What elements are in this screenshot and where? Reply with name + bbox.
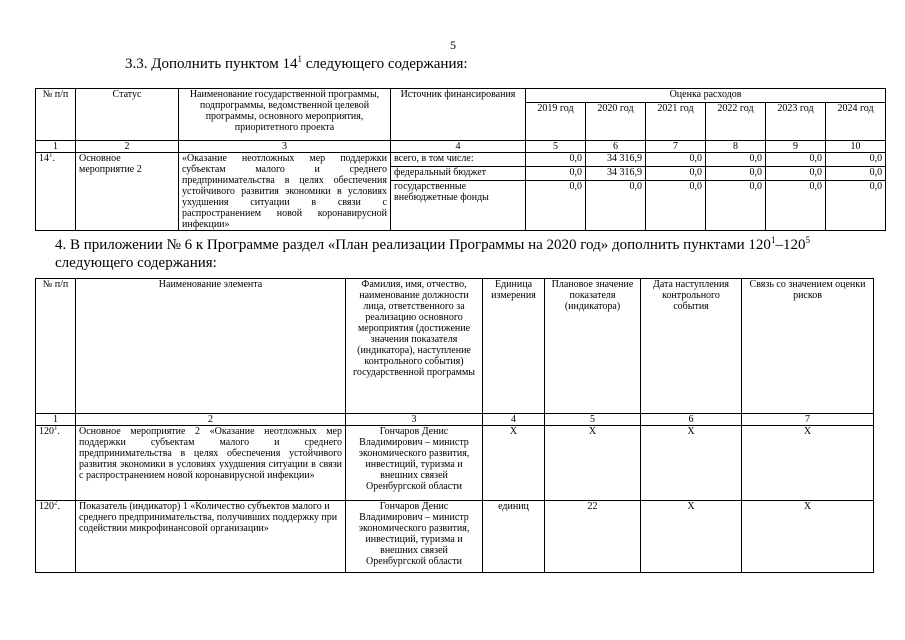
header-year: 2022 год (706, 103, 766, 141)
planned-value: Х (545, 426, 641, 501)
cost-value: 0,0 (826, 181, 886, 231)
cost-value: 0,0 (646, 181, 706, 231)
risk-link: Х (742, 426, 874, 501)
row-number: $14^1$. (36, 153, 76, 231)
row-number: $120^1$. (36, 426, 76, 501)
cost-value: 0,0 (826, 167, 886, 181)
element-name: Основное мероприятие 2 «Оказание неотложных мер поддержки субъектам малого и среднего предпринимательства в целях обеспечения устойчивого развития экономики в условиях ухудшения ситуации в связи с распространением новой коронавирусной инфекции» (76, 426, 346, 501)
row-program-name: «Оказание неотложных мер поддержки субъектам малого и среднего предпринимательства в целях обеспечения устойчивого развития экономики в условиях ухудшения ситуации в связи с распространением новой коронавирусной инфекции» (179, 153, 391, 231)
col-number: 7 (646, 141, 706, 153)
funding-source-label: федеральный бюджет (391, 167, 526, 181)
col-number: 1 (36, 414, 76, 426)
header-status: Статус (76, 89, 179, 141)
cost-value: 0,0 (826, 153, 886, 167)
cost-value: 34 316,9 (586, 167, 646, 181)
implementation-plan-table (35, 278, 874, 573)
cost-value: 0,0 (526, 167, 586, 181)
col-number: 7 (742, 414, 874, 426)
row-number: $120^2$. (36, 501, 76, 573)
col-number: 2 (76, 141, 179, 153)
section-4-heading: 4. В приложении № 6 к Программе раздел «План реализации Программы на 2020 год» дополнить пунктами $120^1-120^5$ следующего содержания: (55, 235, 810, 271)
unit: единиц (483, 501, 545, 573)
cost-value: 0,0 (766, 181, 826, 231)
row-status: Основное мероприятие 2 (76, 153, 179, 231)
element-name: Показатель (индикатор) 1 «Количество субъектов малого и среднего предпринимательства, получивших поддержку при содействии микрофинансовой организации» (76, 501, 346, 573)
risk-link: Х (742, 501, 874, 573)
responsible-person: Гончаров Денис Владимирович – министр экономического развития, инвестиций, туризма и внешних связей Оренбургской области (346, 501, 483, 573)
header-year: 2023 год (766, 103, 826, 141)
cost-value: 34 316,9 (586, 153, 646, 167)
col-number: 5 (545, 414, 641, 426)
control-date: Х (641, 426, 742, 501)
col-number: 2 (76, 414, 346, 426)
col-number: 3 (346, 414, 483, 426)
planned-value: 22 (545, 501, 641, 573)
cost-value: 0,0 (706, 167, 766, 181)
section-3-3-heading: 3.3. Дополнить пунктом $14^1$ следующего содержания: (125, 54, 468, 72)
header-unit: Единица измерения (483, 279, 545, 414)
cost-value: 0,0 (526, 153, 586, 167)
header-year: 2019 год (526, 103, 586, 141)
table-row (36, 153, 886, 167)
header-year: 2020 год (586, 103, 646, 141)
header-element-name: Наименование элемента (76, 279, 346, 414)
header-year: 2021 год (646, 103, 706, 141)
page-number: 5 (450, 38, 456, 52)
responsible-person: Гончаров Денис Владимирович – министр экономического развития, инвестиций, туризма и внешних связей Оренбургской области (346, 426, 483, 501)
col-number: 6 (641, 414, 742, 426)
control-date: Х (641, 501, 742, 573)
table-row (36, 426, 874, 501)
cost-value: 0,0 (706, 181, 766, 231)
cost-value: 0,0 (766, 167, 826, 181)
header-risk-link: Связь со значением оценки рисков (742, 279, 874, 414)
cost-value: 0,0 (646, 153, 706, 167)
col-number: 5 (526, 141, 586, 153)
cost-estimate-table (35, 88, 886, 231)
cost-value: 0,0 (646, 167, 706, 181)
header-control-date: Дата наступления контрольного события (641, 279, 742, 414)
cost-value: 0,0 (526, 181, 586, 231)
header-program-name: Наименование государственной программы, подпрограммы, ведомственной целевой программы, основного мероприятия, приоритетного проекта (179, 89, 391, 141)
col-number: 9 (766, 141, 826, 153)
unit: Х (483, 426, 545, 501)
table-row (36, 501, 874, 573)
col-number: 6 (586, 141, 646, 153)
col-number: 1 (36, 141, 76, 153)
header-planned-value: Плановое значение показателя (индикатора) (545, 279, 641, 414)
header-num: № п/п (36, 89, 76, 141)
cost-value: 0,0 (706, 153, 766, 167)
col-number: 3 (179, 141, 391, 153)
col-number: 4 (391, 141, 526, 153)
funding-source-label: государственные внебюджетные фонды (391, 181, 526, 231)
header-cost-estimate: Оценка расходов (526, 89, 886, 103)
col-number: 4 (483, 414, 545, 426)
header-year: 2024 год (826, 103, 886, 141)
header-funding-source: Источник финансирования (391, 89, 526, 141)
col-number: 8 (706, 141, 766, 153)
header-num: № п/п (36, 279, 76, 414)
funding-source-label: всего, в том числе: (391, 153, 526, 167)
cost-value: 0,0 (766, 153, 826, 167)
col-number: 10 (826, 141, 886, 153)
header-responsible-person: Фамилия, имя, отчество, наименование должности лица, ответственного за реализацию основного мероприятия (достижение значения показателя (индикатора), наступление контрольного события) государственной программы (346, 279, 483, 414)
cost-value: 0,0 (586, 181, 646, 231)
